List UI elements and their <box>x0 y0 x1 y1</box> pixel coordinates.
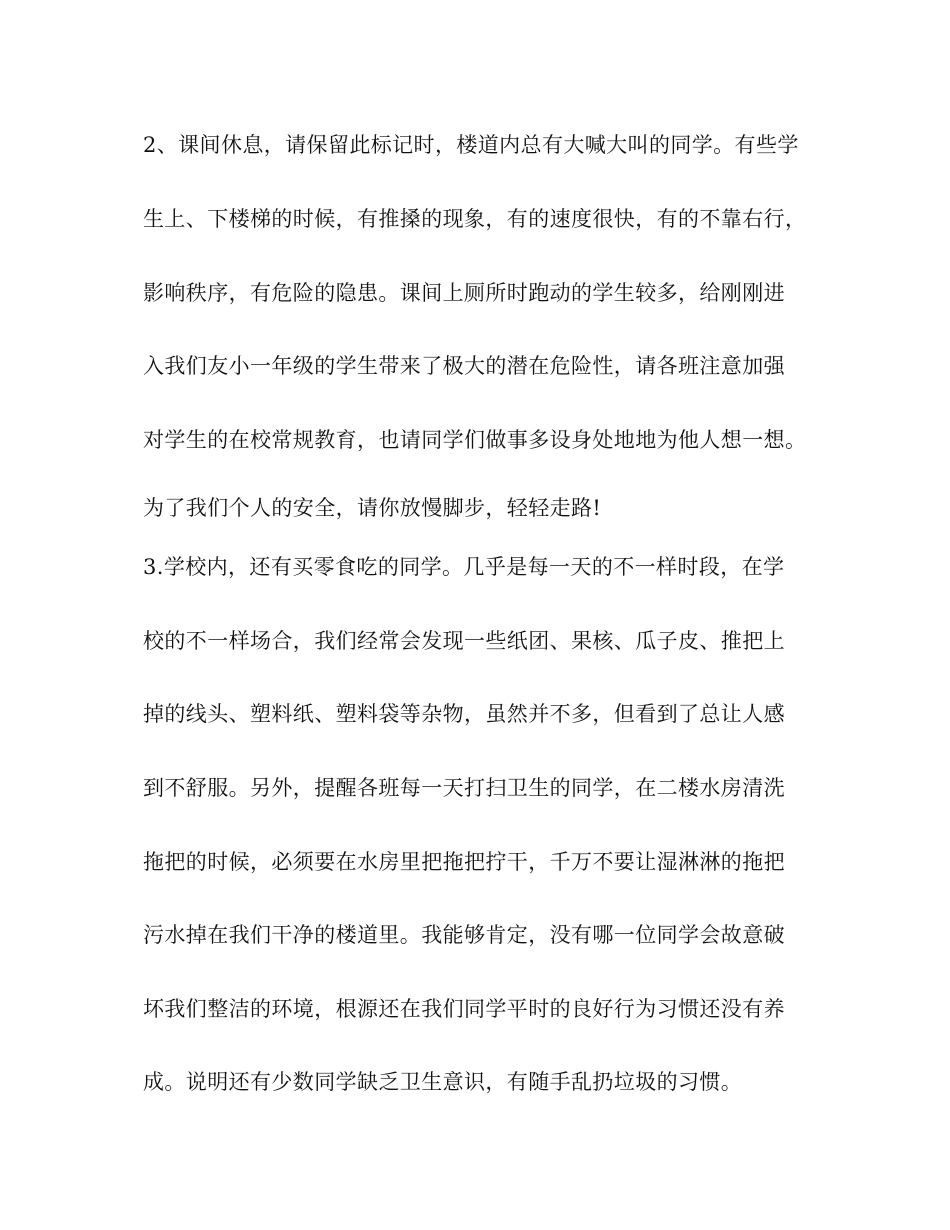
text-line: 成。说明还有少数同学缺乏卫生意识，有随手乱扔垃圾的习惯。 <box>143 1070 743 1094</box>
text-line: 生上、下楼梯的时候，有推搡的现象，有的速度很快，有的不靠右行， <box>143 207 807 231</box>
text-line: 坏我们整洁的环境，根源还在我们同学平时的良好行为习惯还没有养 <box>143 997 785 1021</box>
text-line: 2、课间休息，请保留此标记时，楼道内总有大喊大叫的同学。有些学 <box>143 133 799 157</box>
text-line: 污水掉在我们干净的楼道里。我能够肯定，没有哪一位同学会故意破 <box>143 923 785 947</box>
text-line: 入我们友小一年级的学生带来了极大的潜在危险性，请各班注意加强 <box>143 354 785 378</box>
text-line: 拖把的时候，必须要在水房里把拖把拧干，千万不要让湿淋淋的拖把 <box>143 850 785 874</box>
text-line: 到不舒服。另外，提醒各班每一天打扫卫生的同学，在二楼水房清洗 <box>143 776 785 800</box>
text-line: 掉的线头、塑料纸、塑料袋等杂物，虽然并不多，但看到了总让人感 <box>143 702 785 726</box>
text-line: 影响秩序，有危险的隐患。课间上厕所时跑动的学生较多，给刚刚进 <box>143 281 785 305</box>
text-line: 校的不一样场合，我们经常会发现一些纸团、果核、瓜子皮、推把上 <box>143 629 785 653</box>
text-line: 3.学校内，还有买零食吃的同学。几乎是每一天的不一样时段，在学 <box>143 555 785 579</box>
text-line: 为了我们个人的安全，请你放慢脚步，轻轻走路! <box>143 496 602 520</box>
text-line: 对学生的在校常规教育，也请同学们做事多设身处地地为他人想一想。 <box>143 428 807 452</box>
